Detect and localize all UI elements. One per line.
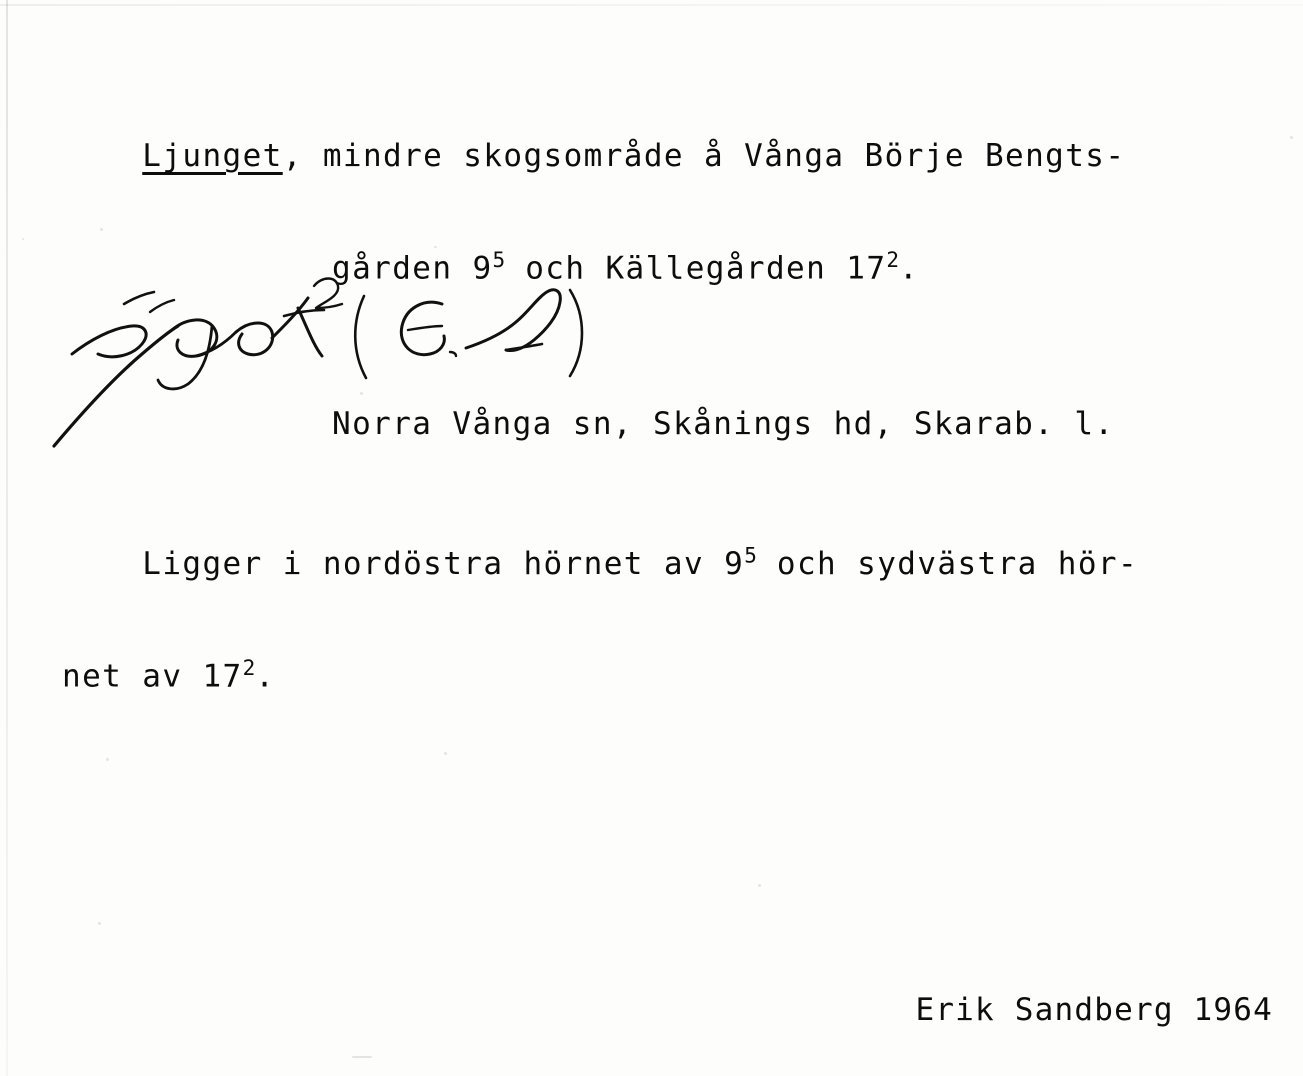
body-line-2 — [62, 642, 1138, 702]
headword: Ljunget — [142, 138, 283, 174]
body-superscript-2: 2 — [242, 656, 256, 681]
card-top-edge-shadow — [0, 4, 1303, 6]
body-line-1-b: och sydvästra hör- — [756, 546, 1139, 583]
body-line-1 — [142, 546, 1138, 582]
title-line-1-rest: , mindre skogsområde å Vånga Börje Bengts- — [282, 138, 1126, 174]
paper-speck — [758, 884, 761, 887]
paper-speck — [1290, 136, 1293, 139]
farm-number-superscript-5: 5 — [492, 248, 506, 272]
body-line-1-a: Ligger i nordöstra hörnet av 9 — [142, 546, 745, 583]
farm-number-superscript-2: 2 — [886, 248, 900, 272]
paper-speck — [352, 1056, 372, 1058]
author-signature: Erik Sandberg 1964 — [915, 992, 1273, 1028]
paper-speck — [22, 238, 24, 240]
title-line-2-a: gården 9 — [332, 250, 493, 287]
card-left-edge-shadow — [6, 0, 8, 1076]
title-line-1 — [142, 138, 1125, 174]
body-line-2-a: net av 17 — [62, 658, 243, 695]
card-body-block — [62, 478, 1138, 807]
title-line-3: Norra Vånga sn, Skånings hd, Skarab. l. — [332, 406, 1115, 443]
title-line-2-c: . — [899, 250, 920, 287]
title-line-2-b: och Källegården 17 — [505, 250, 887, 287]
paper-speck — [98, 922, 101, 925]
handwritten-annotation — [46, 268, 626, 458]
body-line-2-b: . — [255, 658, 276, 695]
body-superscript-5: 5 — [744, 544, 757, 568]
handwriting-ink-strokes — [46, 268, 626, 458]
